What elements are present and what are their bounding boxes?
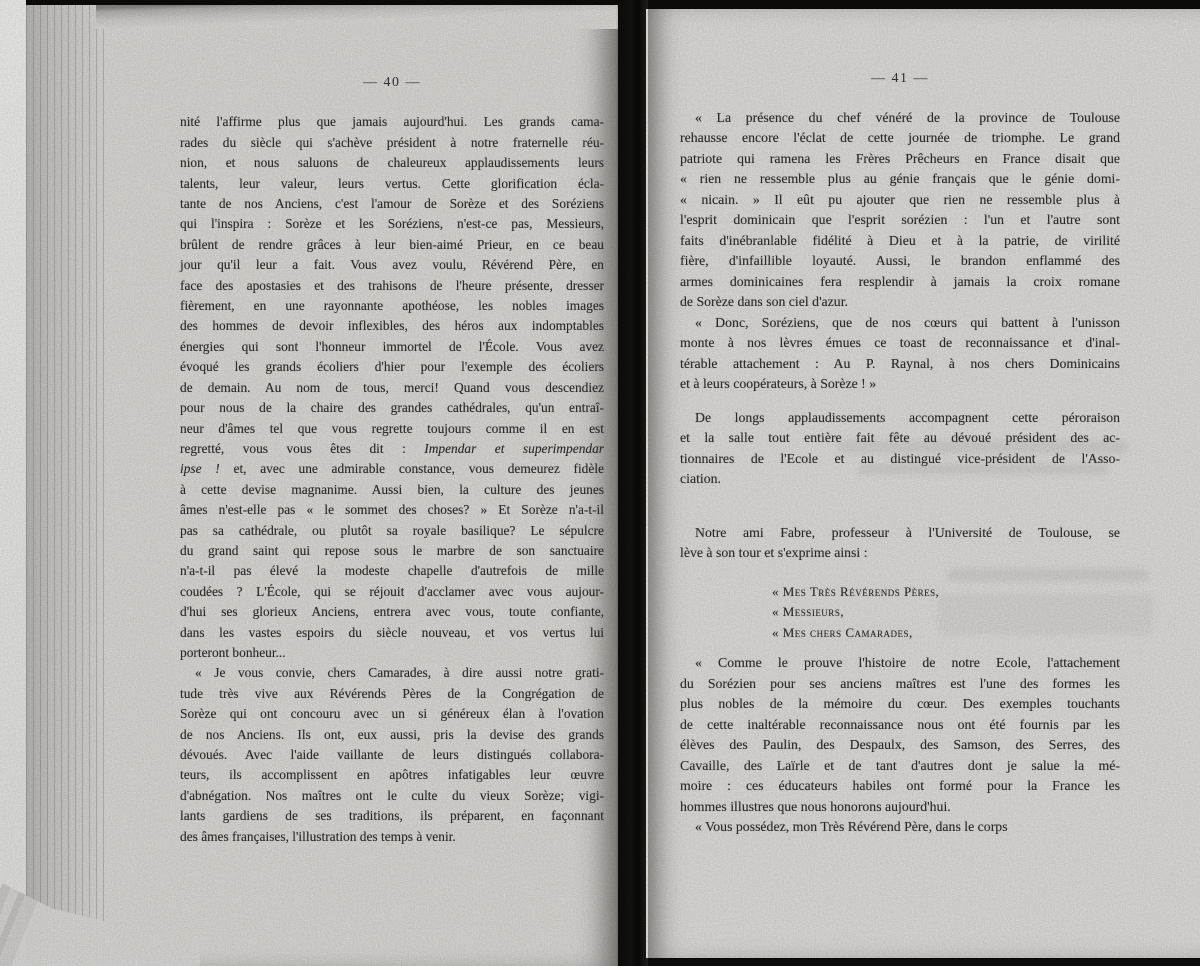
- text-line: de cette inaltérable reconnaissance nous ont été fournis par les: [680, 716, 1120, 732]
- text-line: brûlent de rendre grâces à leur bien-aimé Prieur, en ce beau: [180, 236, 604, 252]
- text-line: tude très vive aux Révérends Pères de la Congrégation de: [180, 685, 604, 701]
- text-line: dans les vastes espoirs du siècle nouveau, et vos vertus lui: [180, 624, 604, 640]
- scanner-background-strip: [0, 0, 26, 966]
- text-line: nion, et nous saluons de chaleureux applaudissements leurs: [180, 155, 604, 171]
- text-line: du grand saint qui repose sous le marbre de son sanctuaire: [180, 542, 604, 558]
- text-line: ciation.: [680, 471, 721, 486]
- left-page-text: [180, 73, 604, 847]
- text-line: à cette devise magnanime. Aussi bien, la culture des jeunes: [180, 481, 604, 497]
- paragraph: [680, 313, 1120, 395]
- text-line: de nos Anciens. Ils ont, eux aussi, pris la devise des grands: [180, 726, 604, 742]
- text-line: « La présence du chef vénéré de la province de Toulouse: [695, 109, 1120, 125]
- text-line: faits d'inébranlable fidélité à Dieu et à la patrie, de virilité: [680, 232, 1120, 248]
- text-line: « Mes chers Camarades,: [772, 624, 913, 640]
- text-line: talents, leur valeur, leurs vertus. Cette glorification écla-: [180, 175, 604, 191]
- text-line: et la salle tout entière fait fête au dévoué président des ac-: [680, 430, 1120, 445]
- text-line: térable attachement : Au P. Raynal, à nos chers Dominicains: [680, 355, 1120, 371]
- right-page: [646, 9, 1200, 958]
- text-line: du Sorézien pour ses anciens maîtres est l'une des formes les: [680, 675, 1120, 691]
- text-line: « Vous possédez, mon Très Révérend Père, dans le corps: [695, 819, 1008, 834]
- paragraph: [680, 108, 1120, 313]
- paragraph: [180, 112, 604, 663]
- text-line: âmes n'est-elle pas « le sommet des choses? » Et Sorèze n'a-t-il: [180, 502, 604, 518]
- text-line: neur d'âmes tel que vous regrette toujours comme il en est: [180, 420, 604, 436]
- text-line: énergies qui sont l'honneur immortel de l'École. Vous avez: [180, 338, 604, 354]
- text-line: face des apostasies et des trahisons de l'heure présente, dresser: [180, 277, 604, 293]
- text-line: dévoués. Avec l'aide vaillante de leurs distingués collabora-: [180, 747, 604, 762]
- text-line: moire : ces éducateurs habiles ont formé pour la France les: [680, 778, 1120, 793]
- text-line: rades du siècle qui s'achève président à notre fraternelle réu-: [180, 134, 604, 150]
- salutation-block: [680, 582, 1120, 644]
- left-page: [26, 5, 618, 966]
- text-line: patriote qui ramena les Frères Prêcheurs en France disait que: [680, 150, 1120, 166]
- text-line: lève à son tour et s'exprime ainsi :: [680, 545, 868, 560]
- right-page-body: [680, 108, 1120, 838]
- paragraph: [680, 817, 1120, 838]
- text-line: n'a-t-il pas élevé la modeste chapelle d'autrefois de mille: [180, 563, 604, 579]
- text-line: regretté, vous vous êtes dit : Impendar et superimpendar: [180, 440, 604, 456]
- text-line: évoqué les grands écoliers d'hier pour l'exemple des écoliers: [180, 359, 604, 375]
- text-line: Notre ami Fabre, professeur à l'Université de Toulouse, se: [695, 524, 1120, 540]
- text-line: et à leurs coopérateurs, à Sorèze ! »: [680, 376, 877, 391]
- text-line: des hommes de devoir inflexibles, des héros aux indomptables: [180, 318, 604, 334]
- text-line: « Messieurs,: [772, 604, 845, 619]
- page-edge-stack: [26, 5, 106, 966]
- text-line: tionnaires de l'Ecole et au distingué vice-président de l'Asso-: [680, 450, 1120, 466]
- text-line: nité l'affirme plus que jamais aujourd'hui. Les grands cama-: [180, 114, 604, 130]
- text-line: fière, d'infaillible loyauté. Aussi, le brandon enflammé des: [680, 253, 1120, 268]
- text-line: De longs applaudissements accompagnent cette péroraison: [695, 409, 1120, 425]
- page-number-header: — 41 —: [871, 71, 929, 86]
- text-line: porteront bonheur...: [180, 644, 286, 660]
- text-line: jour qu'il leur a fait. Vous avez voulu, Révérend Père, en: [180, 257, 604, 273]
- text-line: de Sorèze dans son ciel d'azur.: [680, 294, 848, 309]
- text-line: hommes illustres que nous honorons aujourd'hui.: [680, 798, 951, 814]
- paragraph: [180, 663, 604, 847]
- text-line: « Mes Très Révérends Pères,: [772, 583, 940, 599]
- text-line: « Comme le prouve l'histoire de notre Ecole, l'attachement: [695, 655, 1120, 670]
- text-line: « Donc, Soréziens, que de nos cœurs qui battent à l'unisson: [695, 314, 1120, 330]
- text-line: « Je vous convie, chers Camarades, à dire aussi notre grati-: [195, 665, 604, 681]
- text-line: Sorèze qui ont concouru avec un si généreux élan à l'ovation: [180, 706, 604, 722]
- page-top-edge: [96, 5, 618, 29]
- text-line: armes dominicaines fera resplendir à jamais la croix romane: [680, 273, 1120, 289]
- text-line: teurs, ils accomplissent en apôtres infatigables leur œuvre: [180, 767, 604, 783]
- page-number-header: — 40 —: [363, 75, 421, 90]
- left-page-body: [180, 112, 604, 847]
- paragraph: [680, 523, 1120, 564]
- text-line: des âmes françaises, l'illustration des temps à venir.: [180, 828, 456, 844]
- text-line: rehausse encore l'éclat de cette journée de triomphe. Le grand: [680, 130, 1120, 145]
- text-line: pour nous de la chaire des grandes cathédrales, qu'un entraî-: [180, 400, 604, 416]
- text-line: d'hui ses glorieux Anciens, entrera avec vous, toute confiante,: [180, 604, 604, 620]
- paragraph: [680, 408, 1120, 490]
- text-line: de demain. Au nom de tous, merci! Quand vous descendiez: [180, 379, 604, 395]
- text-line: plus nobles de la mémoire du cœur. Des exemples touchants: [680, 696, 1120, 711]
- text-line: l'esprit dominicain que l'esprit sorézien : l'un et l'autre sont: [680, 212, 1120, 227]
- text-line: monte à nos lèvres émues ce toast de reconnaissance et d'inal-: [680, 335, 1120, 350]
- text-line: élèves des Paulin, des Despaulx, des Samson, des Serres, des: [680, 737, 1120, 752]
- book-gutter: [616, 0, 648, 966]
- text-line: « rien ne ressemble plus au génie français que le génie domi-: [680, 171, 1120, 186]
- text-line: ipse ! et, avec une admirable constance, vous demeurez fidèle: [180, 461, 604, 477]
- text-line: lants gardiens de ses traditions, ils préparent, en façonnant: [180, 808, 604, 824]
- right-page-text: [680, 69, 1120, 838]
- text-line: Cavaille, des Laïrle et de tant d'autres dont je salue la mé-: [680, 757, 1120, 773]
- text-line: tante de nos Anciens, c'est l'amour de Sorèze et des Soréziens: [180, 196, 604, 212]
- text-line: fièrement, en une rayonnante apothéose, les nobles images: [180, 298, 604, 314]
- text-line: d'abnégation. Nos maîtres ont le culte du vieux Sorèze; vigi-: [180, 787, 604, 803]
- text-line: coudées ? L'École, qui se réjouit d'acclamer avec vous aujour-: [180, 583, 604, 599]
- paragraph: [680, 653, 1120, 817]
- text-line: « nicain. » Il eût pu ajouter que rien ne ressemble plus à: [680, 191, 1120, 207]
- text-line: qui l'inspira : Sorèze et les Soréziens, n'est-ce pas, Messieurs,: [180, 216, 604, 232]
- text-line: pas sa cathédrale, ou plutôt sa royale basilique? Le sépulcre: [180, 522, 604, 538]
